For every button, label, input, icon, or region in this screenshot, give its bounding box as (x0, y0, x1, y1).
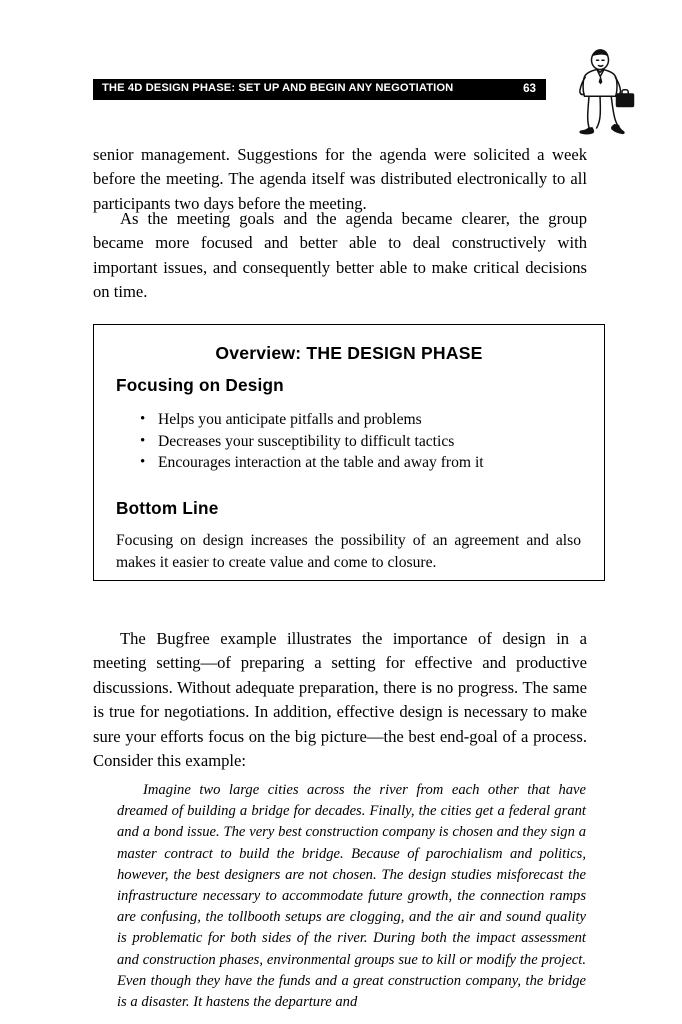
running-head-title: THE 4D DESIGN PHASE: SET UP AND BEGIN ANY NEGOTIATION (102, 82, 454, 94)
quote-text: Imagine two large cities across the river from each other that have dreamed of building a bridge for decades. Finally, the cities get a federal grant and a bond issue. The very best construction company is chosen and they sign a master contract to build the bridge. Because of parochialism and politics, however, the best designers are not chosen. The design studies misforecast the infrastructure necessary to accommodate future growth, the connection ramps are confusing, the tollbooth setups are clogging, and the air and sound quality is problematic for both sides of the river. During both the impact assessment and construction phases, environmental groups sue to kill or modify the project. Even though they have the funds and a great construction company, the bridge is a disaster. It hastens the departure and (117, 782, 586, 1011)
overview-section-heading-focusing: Focusing on Design (116, 375, 284, 395)
list-item: • Encourages interaction at the table and away from it (138, 452, 578, 474)
list-item: • Helps you anticipate pitfalls and problems (138, 409, 578, 431)
running-head-band (93, 79, 546, 100)
overview-section-heading-bottom-line: Bottom Line (116, 498, 219, 518)
overview-bullet-list (138, 409, 578, 474)
businessman-with-briefcase-icon (556, 46, 648, 138)
overview-title: Overview: THE DESIGN PHASE (215, 343, 483, 363)
body-paragraph-2: As the meeting goals and the agenda became clearer, the group became more focused and better able to deal constructively with important issues, and consequently better able to make critical decisions on time. (93, 209, 587, 302)
body-paragraph-1: senior management. Suggestions for the agenda were solicited a week before the meeting. The agenda itself was distributed electronically to all participants two days before the meeting. (93, 145, 587, 213)
page-number: 63 (523, 82, 536, 95)
body-paragraph-3: The Bugfree example illustrates the importance of design in a meeting setting—of preparing a setting for effective and productive discussions. Without adequate preparation, there is no progress. The same is true for negotiations. In addition, effective design is necessary to make sure your efforts focus on the big picture—the best end-goal of a process. Consider this example: (93, 629, 587, 771)
overview-callout-box (93, 324, 605, 581)
list-item: • Decreases your susceptibility to difficult tactics (138, 431, 578, 453)
block-quote (117, 780, 586, 1013)
overview-bottom-line-text: Focusing on design increases the possibility of an agreement and also makes it easier to create value and come to closure. (116, 532, 581, 571)
